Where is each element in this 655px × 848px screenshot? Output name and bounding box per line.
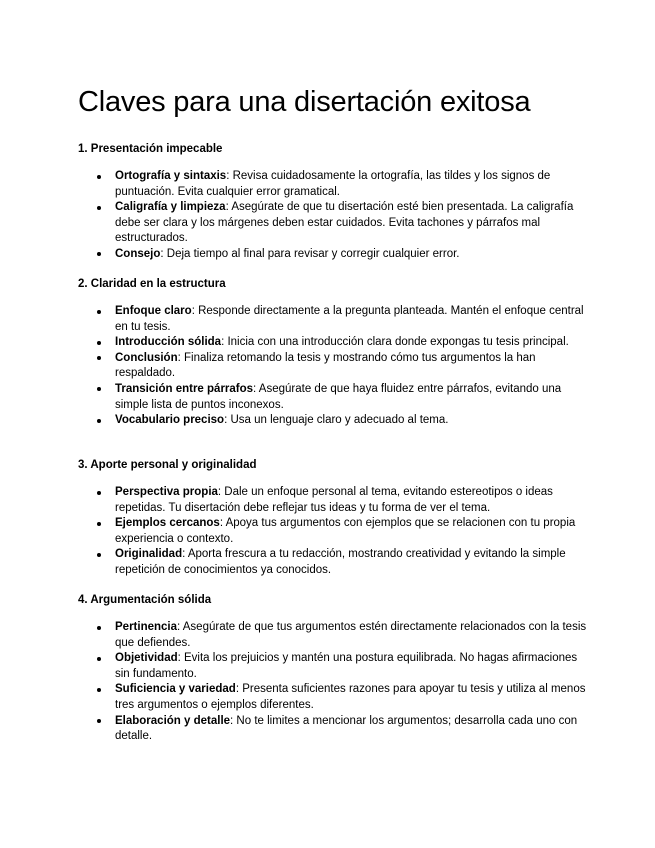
list-item <box>78 485 588 516</box>
list-item <box>78 714 588 745</box>
bullet-icon <box>97 688 101 692</box>
item-text: : No te limites a mencionar los argumentos; desarrolla cada uno con detalle. <box>115 714 578 743</box>
item-term: Perspectiva propia <box>115 486 218 498</box>
item-term: Vocabulario preciso <box>115 414 225 427</box>
bullet-icon <box>97 356 101 360</box>
item-text: : Inicia con una introducción clara donde expongas tu tesis principal. <box>221 336 569 349</box>
bullet-icon <box>97 553 101 557</box>
item-term: Objetividad <box>115 652 178 665</box>
section-list-presentacion <box>78 169 588 263</box>
bullet-icon <box>97 626 101 630</box>
item-text: : Presenta suficientes razones para apoyar tu tesis y utiliza al menos tres argumentos o ejemplos diferentes. <box>115 683 586 711</box>
item-text: : Deja tiempo al final para revisar y corregir cualquier error. <box>160 247 460 260</box>
item-text: : Asegúrate de que haya fluidez entre párrafos, evitando una simple lista de puntos inconexos. <box>115 382 562 411</box>
item-text: : Asegúrate de que tu disertación esté bien presentada. La caligrafía debe ser clara y los márgenes deben estar cuidados. Evita tachones y párrafos mal estructurados. <box>115 201 574 245</box>
list-item <box>78 351 588 382</box>
item-term: Suficiencia y variedad <box>115 683 236 696</box>
bullet-icon <box>97 719 101 723</box>
item-text: : Finaliza retomando la tesis y mostrando cómo tus argumentos la han respaldado. <box>115 351 536 380</box>
item-text: : Responde directamente a la pregunta planteada. Mantén el enfoque central en tu tesis. <box>115 305 584 333</box>
bullet-icon <box>97 252 101 256</box>
item-term: Originalidad <box>115 548 183 561</box>
bullet-icon <box>97 387 101 391</box>
item-term: Conclusión <box>115 351 178 364</box>
bullet-icon <box>97 206 101 210</box>
list-item <box>78 247 588 263</box>
list-item <box>78 651 588 682</box>
item-text: : Apoya tus argumentos con ejemplos que se relacionen con tu propia experiencia o contexto. <box>115 517 576 545</box>
section-heading-presentacion: 1. Presentación impecable <box>78 143 223 155</box>
item-text: : Asegúrate de que tus argumentos estén directamente relacionados con la tesis que defiendes. <box>115 621 587 649</box>
item-text: : Dale un enfoque personal al tema, evitando estereotipos o ideas repetidas. Tu disertación debe reflejar tus ideas y tu forma de ver el tema. <box>115 486 553 514</box>
section-heading-argumentacion: 4. Argumentación sólida <box>78 594 212 606</box>
item-term: Pertinencia <box>115 621 177 633</box>
item-term: Ejemplos cercanos <box>115 517 220 530</box>
list-item <box>78 547 588 578</box>
list-item <box>78 169 588 200</box>
section-heading-claridad: 2. Claridad en la estructura <box>78 278 226 290</box>
item-term: Transición entre párrafos <box>115 382 254 395</box>
bullet-icon <box>97 310 101 314</box>
section-list-argumentacion <box>78 620 588 745</box>
list-item <box>78 682 588 713</box>
page-title: Claves para una disertación exitosa <box>78 86 531 118</box>
section-list-aporte <box>78 485 588 579</box>
bullet-icon <box>97 491 101 495</box>
bullet-icon <box>97 657 101 661</box>
list-item <box>78 335 588 351</box>
list-item <box>78 304 588 335</box>
bullet-icon <box>97 522 101 526</box>
bullet-icon <box>97 341 101 345</box>
item-term: Elaboración y detalle <box>115 714 231 727</box>
bullet-icon <box>97 175 101 179</box>
list-item <box>78 620 588 651</box>
item-text: : Evita los prejuicios y mantén una postura equilibrada. No hagas afirmaciones sin fundamento. <box>115 652 578 680</box>
item-text: : Revisa cuidadosamente la ortografía, las tildes y los signos de puntuación. Evita cualquier error gramatical. <box>115 170 551 198</box>
item-term: Enfoque claro <box>115 305 192 317</box>
item-term: Caligrafía y limpieza <box>115 201 226 214</box>
item-term: Introducción sólida <box>115 336 222 349</box>
list-item <box>78 413 588 429</box>
section-list-claridad <box>78 304 588 429</box>
bullet-icon <box>97 419 101 423</box>
item-text: : Usa un lenguaje claro y adecuado al tema. <box>224 414 449 427</box>
item-term: Ortografía y sintaxis <box>115 170 227 182</box>
list-item <box>78 516 588 547</box>
section-heading-aporte: 3. Aporte personal y originalidad <box>78 459 257 471</box>
item-text: : Aporta frescura a tu redacción, mostrando creatividad y evitando la simple repetición de conocimientos ya conocidos. <box>115 548 566 576</box>
item-term: Consejo <box>115 247 161 260</box>
list-item <box>78 382 588 413</box>
list-item <box>78 200 588 247</box>
